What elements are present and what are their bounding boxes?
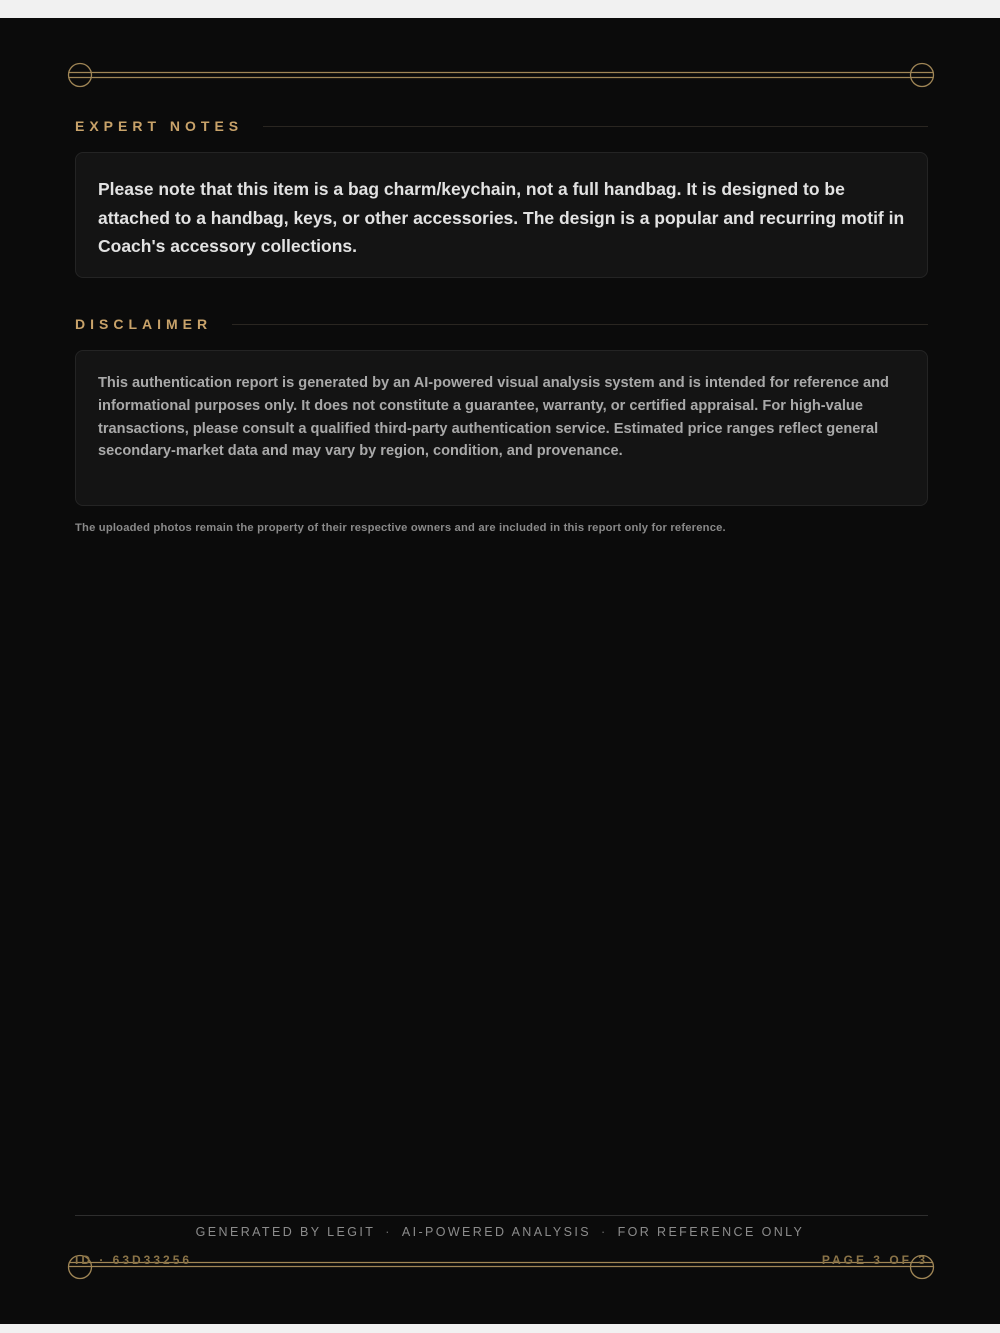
page-number: PAGE 3 OF 3 — [821, 1253, 928, 1267]
photo-ownership-note: The uploaded photos remain the property of their respective owners and are included in this report only for reference. — [75, 522, 726, 534]
disclaimer-text: This authentication report is generated by an AI-powered visual analysis system and is intended for reference and informational purposes only. It does not constitute a guarantee, warranty, or certified appraisal. For high-value transactions, please consult a qualified third-party authentication service. Estimated price ranges reflect general secondary-market data and may vary by region, condition, and provenance. — [98, 375, 889, 460]
expert-notes-card — [75, 152, 928, 278]
bottom-ornament-divider — [67, 1254, 935, 1280]
disclaimer-title: DISCLAIMER — [75, 316, 213, 332]
footer-credits — [0, 1225, 1000, 1239]
report-page — [0, 18, 1000, 1324]
expert-notes-title: EXPERT NOTES — [75, 118, 244, 134]
report-id: ID · 63D33256 — [75, 1253, 193, 1267]
footer-separator: · — [600, 1225, 608, 1239]
disclaimer-divider — [232, 324, 928, 325]
footer-divider — [75, 1215, 928, 1216]
top-ornament-divider — [67, 62, 935, 88]
expert-notes-divider — [263, 126, 928, 127]
footer-generated-by: GENERATED BY LEGIT — [195, 1225, 376, 1239]
footer-separator: · — [385, 1225, 392, 1239]
footer-reference: FOR REFERENCE ONLY — [617, 1225, 805, 1239]
expert-notes-text: Please note that this item is a bag charm/keychain, not a full handbag. It is designed to be attached to a handbag, keys, or other accessories. The design is a popular and recurring motif in Coach's accessory collections. — [98, 179, 905, 256]
expert-notes-header — [75, 117, 928, 135]
footer-analysis: AI-POWERED ANALYSIS — [401, 1225, 591, 1239]
disclaimer-card — [75, 350, 928, 506]
disclaimer-header — [75, 315, 928, 333]
